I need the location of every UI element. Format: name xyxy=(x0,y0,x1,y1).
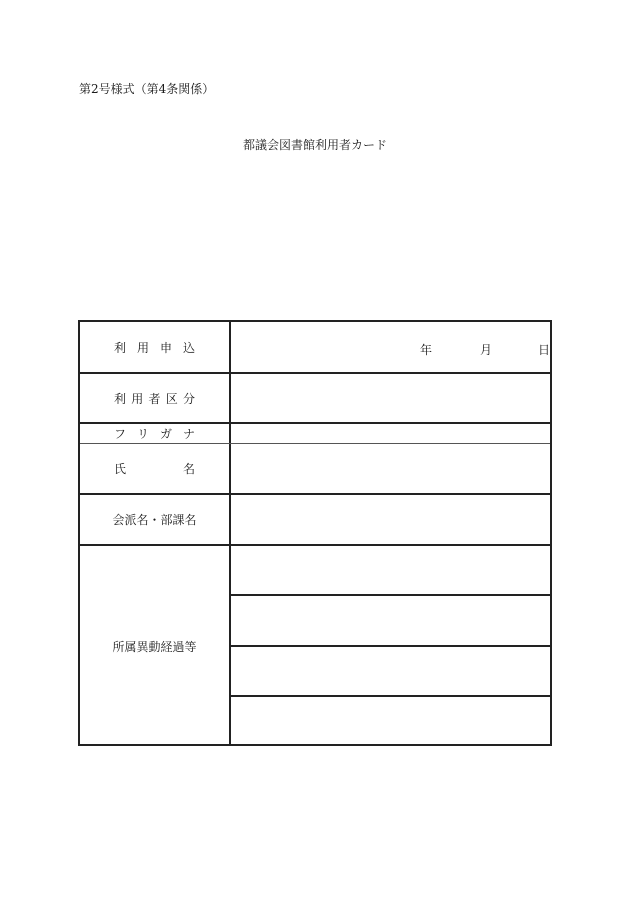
label-char: ナ xyxy=(182,427,195,441)
label-char: ガ xyxy=(159,427,172,441)
label-char: 利 xyxy=(114,340,127,355)
label-char: リ xyxy=(136,427,149,441)
label-char: 込 xyxy=(182,340,195,355)
sub-row-divider xyxy=(231,594,550,596)
label-char: 名 xyxy=(182,462,195,476)
label-char: 利 xyxy=(114,391,127,406)
sub-row-divider xyxy=(231,645,550,647)
label-application xyxy=(80,322,229,372)
application-date-field[interactable] xyxy=(231,322,550,372)
label-name xyxy=(80,444,229,493)
label-char: 申 xyxy=(159,340,172,355)
sub-row-divider xyxy=(231,695,550,697)
document-title: 都議会図書館利用者カード xyxy=(242,138,387,152)
day-label: 日 xyxy=(538,343,551,357)
label-char: 分 xyxy=(182,391,195,406)
label-furigana xyxy=(80,424,229,443)
column-divider xyxy=(229,322,231,744)
label-user-category xyxy=(80,374,229,422)
form-number: 第2号様式（第4条関係） xyxy=(79,82,215,96)
user-card-table xyxy=(78,320,552,746)
label-char: 氏 xyxy=(114,462,127,476)
label-affiliation-history: 所属異動経過等 xyxy=(112,639,197,654)
label-char: フ xyxy=(114,427,127,441)
label-char: 用 xyxy=(131,391,144,406)
label-char: 区 xyxy=(165,391,178,406)
year-label: 年 xyxy=(420,343,433,357)
label-char: 用 xyxy=(136,340,149,355)
month-label: 月 xyxy=(480,343,493,357)
label-char: 者 xyxy=(148,391,161,406)
label-faction-department: 会派名・部課名 xyxy=(112,513,197,527)
